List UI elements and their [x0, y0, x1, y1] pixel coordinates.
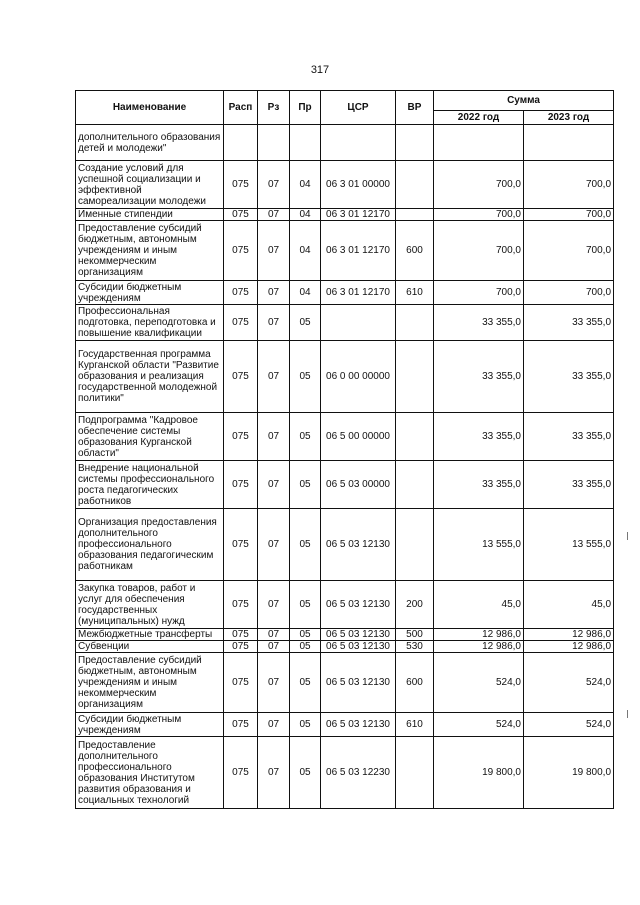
row-vr [396, 461, 434, 509]
table-row [76, 581, 614, 629]
row-sum-2023: 700,0 [524, 281, 614, 305]
table-row [76, 281, 614, 305]
row-sum-2023: 45,0 [524, 581, 614, 629]
row-pr: 04 [290, 221, 321, 281]
row-sum-2022: 19 800,0 [434, 737, 524, 809]
row-name: Государственная программа Курганской области "Развитие образования и реализация государственной молодежной политики" [76, 341, 224, 413]
row-pr: 05 [290, 305, 321, 341]
row-sum-2023: 33 355,0 [524, 305, 614, 341]
row-sum-2023: 700,0 [524, 209, 614, 221]
row-rasp [224, 125, 258, 161]
page-edge-mark [627, 532, 628, 540]
row-name: Внедрение национальной системы профессионального роста педагогических работников [76, 461, 224, 509]
row-csr: 06 3 01 12170 [321, 221, 396, 281]
row-vr: 600 [396, 653, 434, 713]
row-name: Организация предоставления дополнительного профессионального образования педагогическим работникам [76, 509, 224, 581]
header-rasp: Расп [224, 91, 258, 125]
row-rasp: 075 [224, 341, 258, 413]
row-pr: 05 [290, 581, 321, 629]
row-rz: 07 [258, 713, 290, 737]
row-rz: 07 [258, 653, 290, 713]
row-csr: 06 0 00 00000 [321, 341, 396, 413]
table-body [76, 125, 614, 809]
row-csr: 06 5 03 12130 [321, 581, 396, 629]
table-row [76, 713, 614, 737]
row-name: дополнительного образования детей и молодежи" [76, 125, 224, 161]
row-rasp: 075 [224, 737, 258, 809]
row-name: Профессиональная подготовка, переподготовка и повышение квалификации [76, 305, 224, 341]
row-csr: 06 5 03 12130 [321, 653, 396, 713]
row-rz: 07 [258, 161, 290, 209]
row-vr [396, 413, 434, 461]
row-sum-2022: 13 555,0 [434, 509, 524, 581]
row-csr: 06 5 00 00000 [321, 413, 396, 461]
budget-table [75, 90, 614, 809]
row-vr [396, 209, 434, 221]
row-rz: 07 [258, 281, 290, 305]
header-year-2022: 2022 год [434, 111, 524, 125]
row-vr: 500 [396, 629, 434, 641]
row-rasp: 075 [224, 581, 258, 629]
row-pr: 04 [290, 209, 321, 221]
row-name: Предоставление субсидий бюджетным, автономным учреждениям и иным некоммерческим организациям [76, 221, 224, 281]
page-number: 317 [310, 64, 330, 76]
header-vr: ВР [396, 91, 434, 125]
row-csr: 06 3 01 12170 [321, 281, 396, 305]
table-row [76, 653, 614, 713]
table-row [76, 305, 614, 341]
row-pr: 05 [290, 737, 321, 809]
row-sum-2022: 524,0 [434, 713, 524, 737]
row-sum-2023: 700,0 [524, 221, 614, 281]
table-row [76, 629, 614, 641]
table-row [76, 737, 614, 809]
row-pr: 05 [290, 341, 321, 413]
row-rasp: 075 [224, 281, 258, 305]
row-rz: 07 [258, 581, 290, 629]
row-pr [290, 125, 321, 161]
row-sum-2022: 700,0 [434, 281, 524, 305]
row-sum-2023: 33 355,0 [524, 413, 614, 461]
row-rasp: 075 [224, 221, 258, 281]
row-rz [258, 125, 290, 161]
row-rz: 07 [258, 209, 290, 221]
header-year-2023: 2023 год [524, 111, 614, 125]
row-sum-2022: 700,0 [434, 221, 524, 281]
row-sum-2022: 45,0 [434, 581, 524, 629]
row-rz: 07 [258, 341, 290, 413]
row-vr [396, 509, 434, 581]
row-csr: 06 5 03 12230 [321, 737, 396, 809]
row-rasp: 075 [224, 161, 258, 209]
row-sum-2023: 12 986,0 [524, 641, 614, 653]
row-pr: 05 [290, 641, 321, 653]
header-csr: ЦСР [321, 91, 396, 125]
row-rasp: 075 [224, 461, 258, 509]
table-row [76, 413, 614, 461]
table-row [76, 209, 614, 221]
row-csr: 06 5 03 12130 [321, 509, 396, 581]
row-rz: 07 [258, 629, 290, 641]
row-sum-2023: 19 800,0 [524, 737, 614, 809]
row-pr: 04 [290, 161, 321, 209]
page-edge-mark [627, 710, 628, 718]
row-rasp: 075 [224, 509, 258, 581]
row-name: Закупка товаров, работ и услуг для обеспечения государственных (муниципальных) нужд [76, 581, 224, 629]
row-csr: 06 5 03 12130 [321, 641, 396, 653]
row-sum-2022: 700,0 [434, 209, 524, 221]
row-rasp: 075 [224, 713, 258, 737]
row-rz: 07 [258, 509, 290, 581]
row-csr: 06 5 03 12130 [321, 629, 396, 641]
header-pr: Пр [290, 91, 321, 125]
row-name: Межбюджетные трансферты [76, 629, 224, 641]
row-sum-2022: 33 355,0 [434, 413, 524, 461]
table-row [76, 461, 614, 509]
row-rz: 07 [258, 641, 290, 653]
row-vr [396, 737, 434, 809]
row-rasp: 075 [224, 629, 258, 641]
row-sum-2023: 13 555,0 [524, 509, 614, 581]
row-rz: 07 [258, 737, 290, 809]
row-csr: 06 3 01 00000 [321, 161, 396, 209]
row-name: Субсидии бюджетным учреждениям [76, 281, 224, 305]
table-row [76, 341, 614, 413]
row-vr: 610 [396, 713, 434, 737]
row-pr: 05 [290, 509, 321, 581]
row-rasp: 075 [224, 413, 258, 461]
row-csr [321, 125, 396, 161]
row-vr: 530 [396, 641, 434, 653]
row-vr: 200 [396, 581, 434, 629]
row-csr: 06 5 03 12130 [321, 713, 396, 737]
row-sum-2022: 33 355,0 [434, 461, 524, 509]
row-sum-2023 [524, 125, 614, 161]
row-sum-2023: 524,0 [524, 713, 614, 737]
row-name: Именные стипендии [76, 209, 224, 221]
row-pr: 05 [290, 461, 321, 509]
row-sum-2023: 33 355,0 [524, 341, 614, 413]
table-row [76, 221, 614, 281]
row-sum-2022: 524,0 [434, 653, 524, 713]
row-sum-2023: 700,0 [524, 161, 614, 209]
row-name: Подпрограмма "Кадровое обеспечение системы образования Курганской области" [76, 413, 224, 461]
row-sum-2022: 700,0 [434, 161, 524, 209]
row-sum-2022 [434, 125, 524, 161]
row-rz: 07 [258, 461, 290, 509]
row-name: Предоставление дополнительного профессионального образования Институтом развития образования и социальных технологий [76, 737, 224, 809]
table-row [76, 125, 614, 161]
row-pr: 05 [290, 629, 321, 641]
row-rz: 07 [258, 221, 290, 281]
row-name: Предоставление субсидий бюджетным, автономным учреждениям и иным некоммерческим организациям [76, 653, 224, 713]
row-sum-2023: 524,0 [524, 653, 614, 713]
row-sum-2023: 12 986,0 [524, 629, 614, 641]
row-rasp: 075 [224, 209, 258, 221]
row-vr: 600 [396, 221, 434, 281]
row-pr: 05 [290, 413, 321, 461]
row-name: Субсидии бюджетным учреждениям [76, 713, 224, 737]
row-csr [321, 305, 396, 341]
row-sum-2022: 12 986,0 [434, 641, 524, 653]
row-pr: 04 [290, 281, 321, 305]
row-name: Субвенции [76, 641, 224, 653]
row-vr [396, 125, 434, 161]
row-vr: 610 [396, 281, 434, 305]
row-rasp: 075 [224, 653, 258, 713]
row-rz: 07 [258, 413, 290, 461]
row-sum-2022: 33 355,0 [434, 305, 524, 341]
row-sum-2022: 33 355,0 [434, 341, 524, 413]
table-row [76, 161, 614, 209]
header-name: Наименование [76, 91, 224, 125]
table-row [76, 509, 614, 581]
row-sum-2022: 12 986,0 [434, 629, 524, 641]
row-rasp: 075 [224, 641, 258, 653]
row-sum-2023: 33 355,0 [524, 461, 614, 509]
row-csr: 06 3 01 12170 [321, 209, 396, 221]
row-vr [396, 161, 434, 209]
header-sum: Сумма [434, 91, 614, 111]
row-pr: 05 [290, 653, 321, 713]
row-pr: 05 [290, 713, 321, 737]
row-vr [396, 341, 434, 413]
row-name: Создание условий для успешной социализации и эффективной самореализации молодежи [76, 161, 224, 209]
header-rz: Рз [258, 91, 290, 125]
row-rz: 07 [258, 305, 290, 341]
row-rasp: 075 [224, 305, 258, 341]
row-vr [396, 305, 434, 341]
row-csr: 06 5 03 00000 [321, 461, 396, 509]
table-row [76, 641, 614, 653]
